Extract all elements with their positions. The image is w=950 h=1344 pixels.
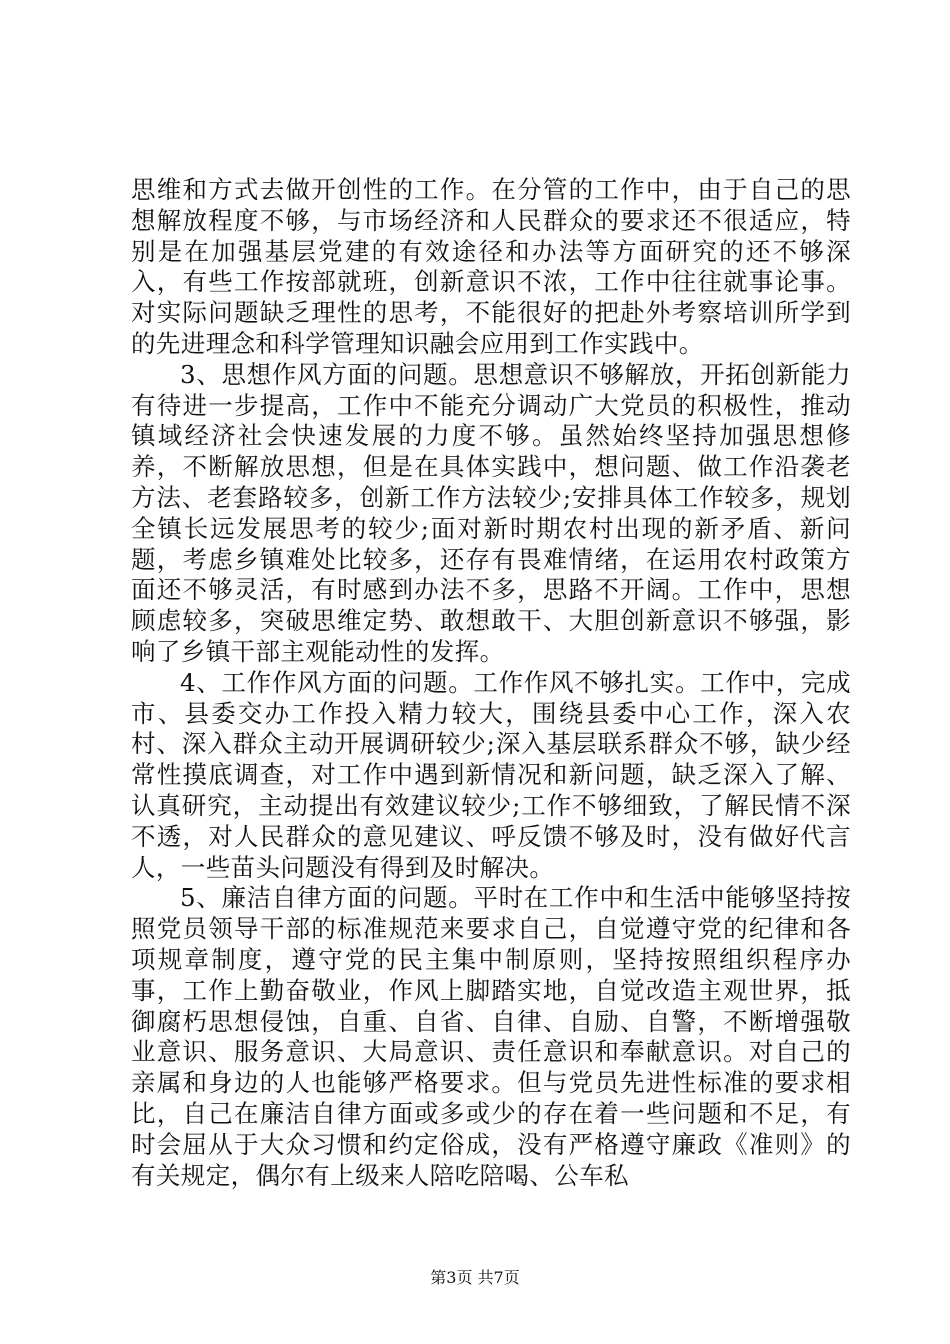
paragraph-2: 3、思想作风方面的问题。思想意识不够解放，开拓创新能力有待进一步提高，工作中不能充分调动广大党员的积极性，推动镇域经济社会快速发展的力度不够。虽然始终坚持加强思想修养，不断解放思想，但是在具体实践中，想问题、做工作沿袭老方法、老套路较多，创新工作方法较少;安排具体工作较多，规划全镇长远发展思考的较少;面对新时期农村出现的新矛盾、新问题，考虑乡镇难处比较多，还存有畏难情绪，在运用农村政策方面还不够灵活，有时感到办法不多，思路不开阔。工作中，思想顾虑较多，突破思维定势、敢想敢干、大胆创新意识不够强，影响了乡镇干部主观能动性的发挥。 [131, 359, 851, 666]
document-body [131, 175, 851, 1191]
page-number-footer: 第3页 共7页 [430, 1268, 520, 1287]
paragraph-1: 思维和方式去做开创性的工作。在分管的工作中，由于自己的思想解放程度不够，与市场经济和人民群众的要求还不很适应，特别是在加强基层党建的有效途径和办法等方面研究的还不够深入，有些工作按部就班，创新意识不浓，工作中往往就事论事。对实际问题缺乏理性的思考，不能很好的把赴外考察培训所学到的先进理念和科学管理知识融会应用到工作实践中。 [131, 175, 851, 358]
paragraph-3: 4、工作作风方面的问题。工作作风不够扎实。工作中，完成市、县委交办工作投入精力较大，围绕县委中心工作，深入农村、深入群众主动开展调研较少;深入基层联系群众不够，缺少经常性摸底调查，对工作中遇到新情况和新问题，缺乏深入了解、认真研究，主动提出有效建议较少;工作不够细致，了解民情不深不透，对人民群众的意见建议、呼反馈不够及时，没有做好代言人，一些苗头问题没有得到及时解决。 [131, 667, 851, 882]
paragraph-4: 5、廉洁自律方面的问题。平时在工作中和生活中能够坚持按照党员领导干部的标准规范来要求自己，自觉遵守党的纪律和各项规章制度，遵守党的民主集中制原则，坚持按照组织程序办事，工作上勤奋敬业，作风上脚踏实地，自觉改造主观世界，抵御腐朽思想侵蚀，自重、自省、自律、自励、自警，不断增强敬业意识、服务意识、大局意识、责任意识和奉献意识。对自己的亲属和身边的人也能够严格要求。但与党员先进性标准的要求相比，自己在廉洁自律方面或多或少的存在着一些问题和不足，有时会屈从于大众习惯和约定俗成，没有严格遵守廉政《准则》的有关规定，偶尔有上级来人陪吃陪喝、公车私 [131, 883, 851, 1190]
